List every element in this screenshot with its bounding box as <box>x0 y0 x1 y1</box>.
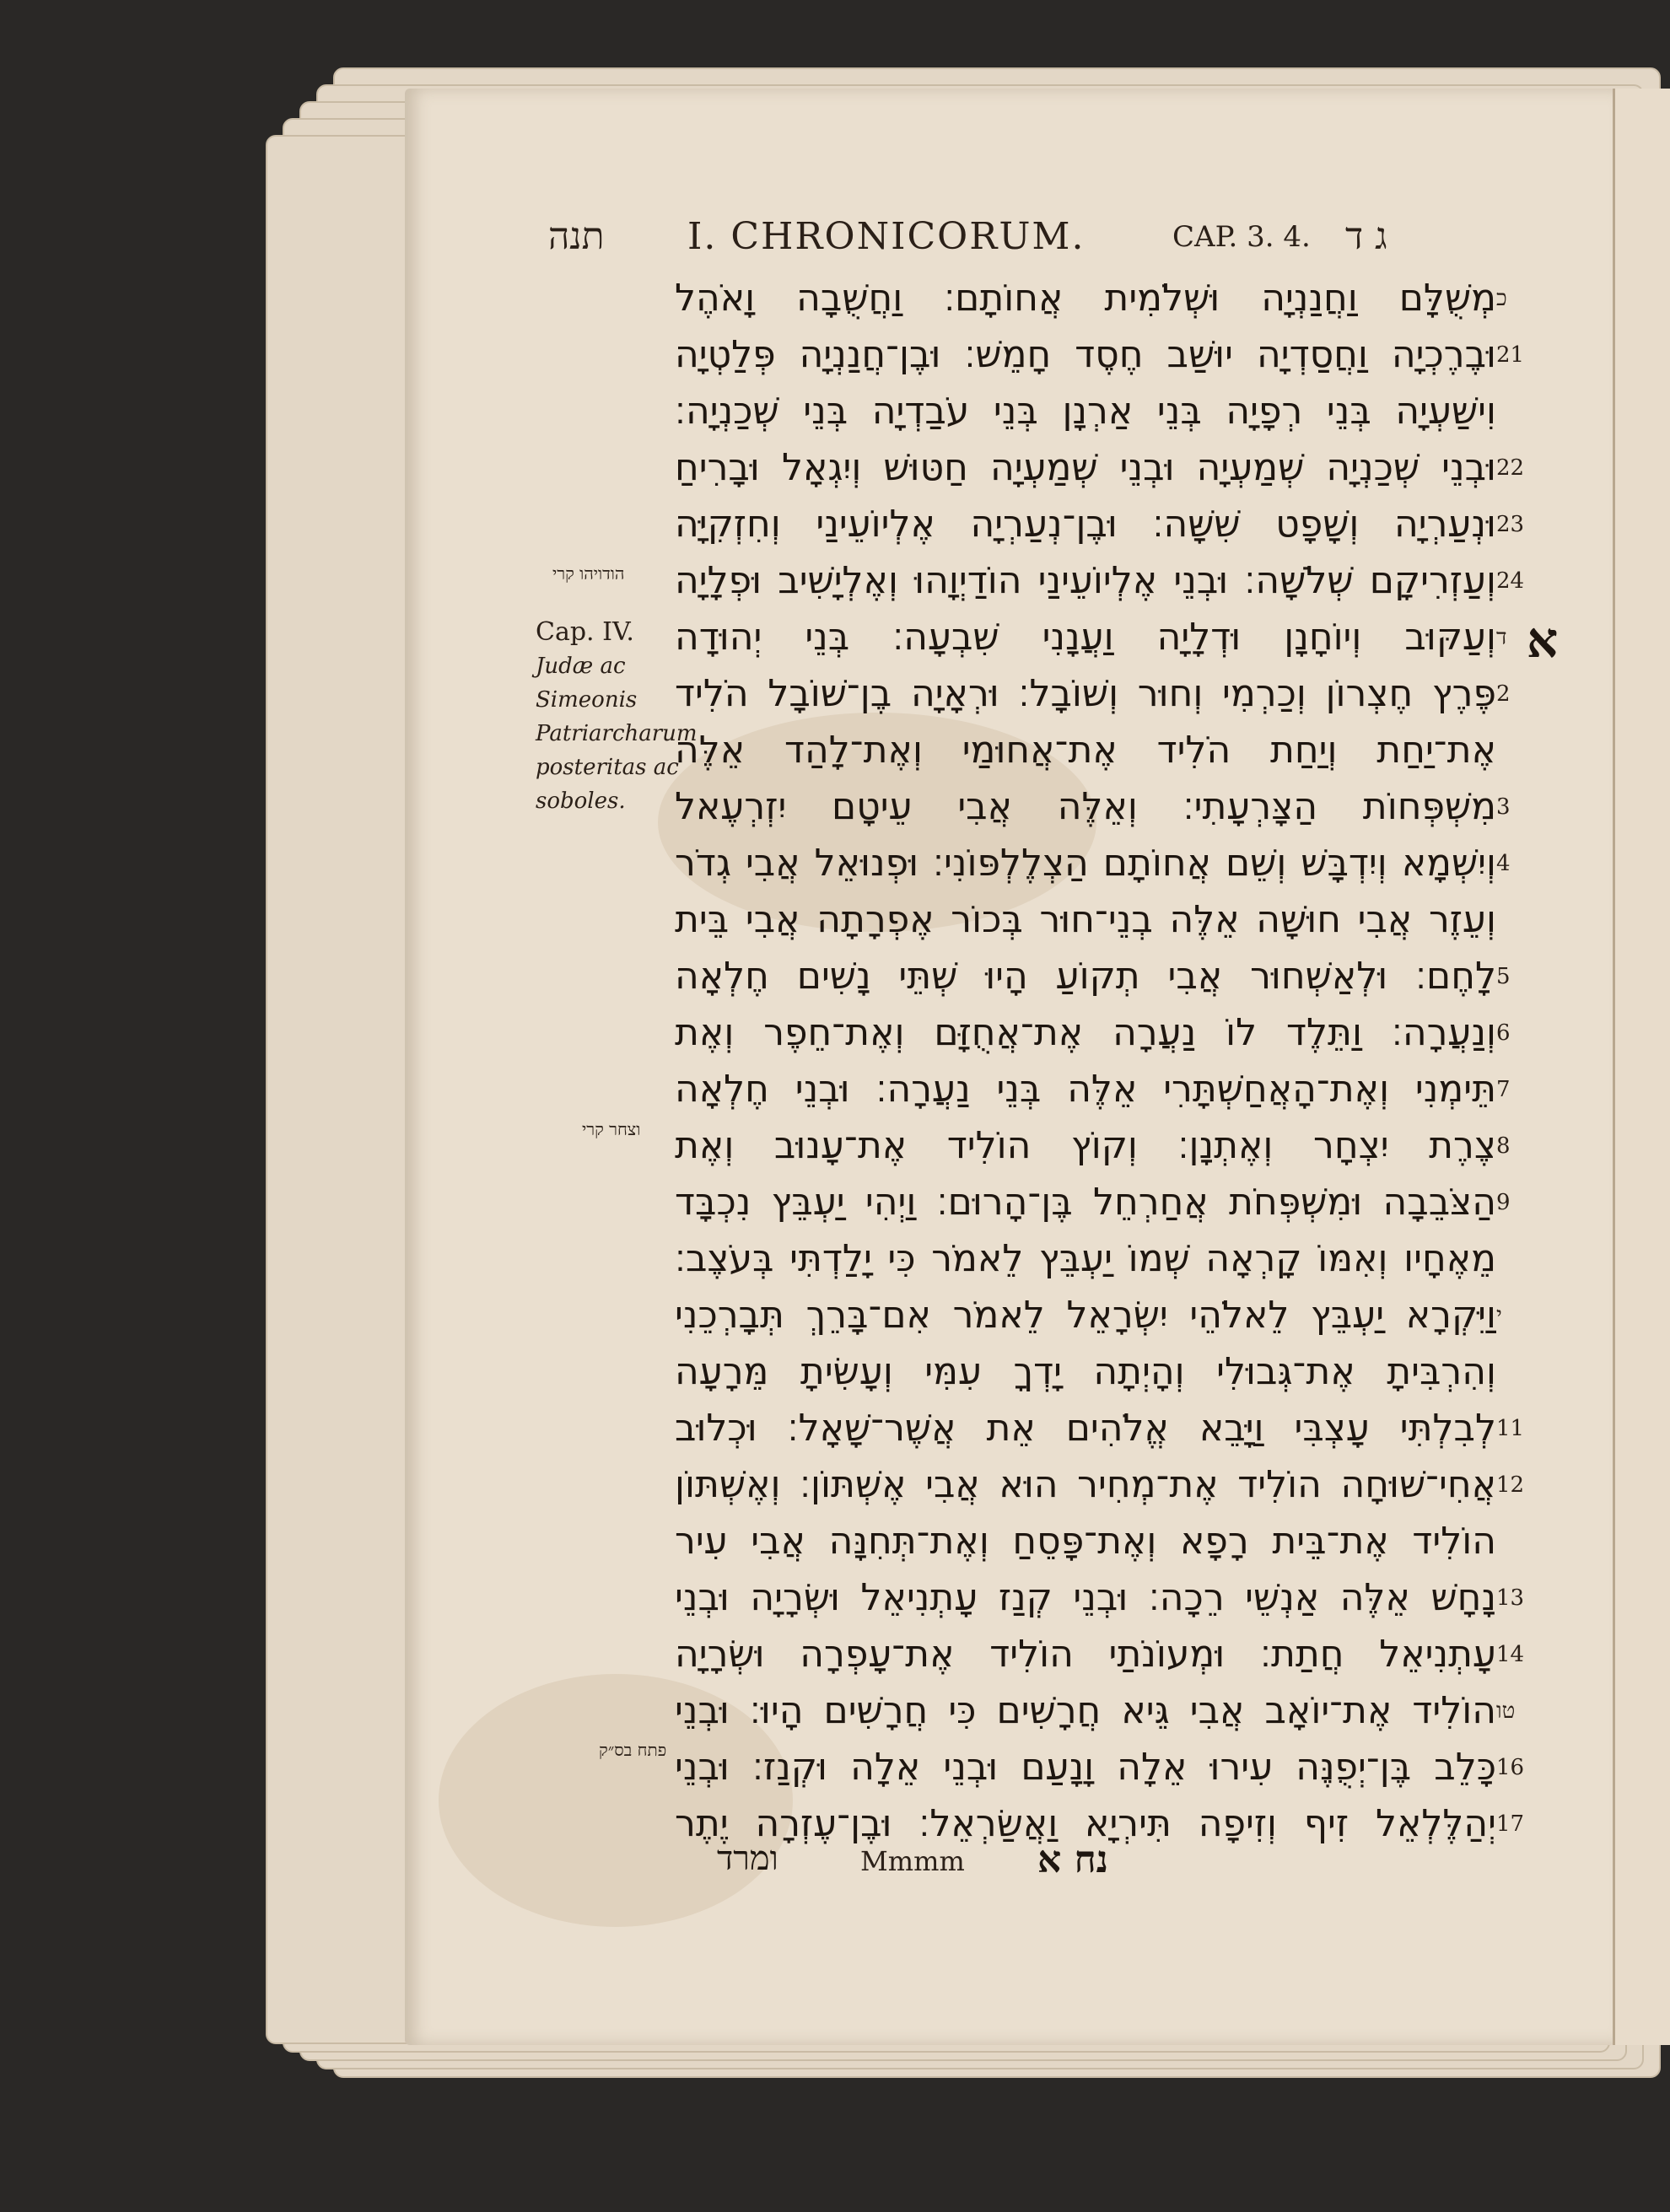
text-line <box>675 1739 1535 1795</box>
hebrew-line: הוֹלִיד אֶת־בֵּית רָפָא וְאֶת־פָּסֵחַ וְאֶת־תְּחִנָּה אֲבִי עִיר <box>675 1520 1496 1563</box>
hebrew-line: מֵאֶחָיו וְאִמּוֹ קָרְאָה שְׁמוֹ יַעְבֵּץ לֵאמֹר כִּי יָלַדְתִּי בְּעֹצֶב׃ <box>675 1237 1496 1280</box>
hebrew-line: וְעֵזֶר אֲבִי חוּשָׁה אֵלֶּה בְנֵי־חוּר בְּכוֹר אֶפְרָתָה אֲבִי בֵּית <box>675 898 1496 941</box>
text-line <box>675 1569 1535 1626</box>
text-line <box>675 1626 1535 1682</box>
hebrew-line: יְהַלֶּלְאֵל זִיף וְזִיפָה תִּירְיָא וַאֲשַׂרְאֵל׃ וּבֶן־עֶזְרָה יֶתֶר <box>675 1802 1496 1845</box>
header-chapter: CAP. 3. 4. <box>1172 220 1311 254</box>
qere-note: הודויהו קרי <box>552 563 625 584</box>
text-line <box>675 496 1535 552</box>
text-line <box>675 1287 1535 1343</box>
text-line <box>675 1682 1535 1739</box>
verse-number: 7 <box>1496 1076 1511 1102</box>
verse-number: 14 <box>1496 1641 1525 1667</box>
header-title: I. CHRONICORUM. <box>687 215 1086 258</box>
hebrew-signature: נח א <box>1037 1838 1108 1881</box>
page-footer <box>717 1838 1392 1889</box>
running-header <box>548 215 1442 266</box>
hebrew-line: וְעַזְרִיקָם שְׁלֹשָׁה׃ וּבְנֵי אֶלְיוֹעֵינַי הוֹדַיְוָהוּ וְאֶלְיָשִׁיב וּפְלָיָה <box>675 559 1496 602</box>
qere-note: פתח בס״ק <box>599 1740 667 1760</box>
verse-number: כ <box>1496 285 1507 311</box>
text-line <box>675 891 1535 948</box>
verse-number: 21 <box>1496 342 1525 368</box>
text-line <box>675 1456 1535 1513</box>
verse-number: 17 <box>1496 1811 1525 1837</box>
verse-number: 23 <box>1496 511 1525 537</box>
verse-number: 16 <box>1496 1754 1525 1780</box>
hebrew-line: וְעַקּוּב וְיוֹחָנָן וּדְלָיָה וַעֲנָנִי שִׁבְעָה׃ בְּנֵי יְהוּדָה <box>675 616 1496 659</box>
chapter-initial-letter: א <box>1527 611 1559 669</box>
text-line <box>675 1174 1535 1230</box>
verse-number: 11 <box>1496 1415 1525 1441</box>
text-line <box>675 1343 1535 1400</box>
verse-number: 3 <box>1496 794 1511 820</box>
margin-summary <box>536 616 698 818</box>
verse-number: ד <box>1496 624 1507 650</box>
text-line <box>675 1230 1535 1287</box>
text-line <box>675 326 1535 383</box>
hebrew-line: מִשְׁפְּחוֹת הַצָּרְעָתִי׃ וְאֵלֶּה אֲבִי עֵיטָם יִזְרְעֶאל <box>675 785 1496 828</box>
text-line <box>675 609 1535 665</box>
hebrew-line: נָחָשׁ אֵלֶּה אַנְשֵׁי רֵכָה׃ וּבְנֵי קְנַז עָתְנִיאֵל וּשְׂרָיָה וּבְנֵי <box>675 1576 1496 1619</box>
hebrew-line: לְבִלְתִּי עָצְבִּי וַיָּבֵא אֱלֹהִים אֵת אֲשֶׁר־שָׁאָל׃ וּכְלוּב <box>675 1407 1496 1450</box>
hebrew-line: מְשֻׁלָּם וַחֲנַנְיָה וּשְׁלֹמִית אֲחוֹתָם׃ וַחֲשֻׁבָה וָאֹהֶל <box>675 277 1496 320</box>
hebrew-line: וּבְנֵי שְׁכַנְיָה שְׁמַעְיָה וּבְנֵי שְׁמַעְיָה חַטּוּשׁ וְיִגְאָל וּבָרִיחַ <box>675 446 1496 489</box>
facing-page-edge <box>1613 89 1670 2045</box>
hebrew-line: וּבֶרֶכְיָה וַחֲסַדְיָה יוּשַׁב חֶסֶד חָמֵשׁ׃ וּבֶן־חֲנַנְיָה פְּלַטְיָה <box>675 333 1496 376</box>
hebrew-line: עָתְנִיאֵל חֲתַת׃ וּמְעוֹנֹתַי הוֹלִיד אֶת־עָפְרָה וּשְׂרָיָה <box>675 1633 1496 1676</box>
text-line <box>675 1117 1535 1174</box>
hebrew-line: הוֹלִיד אֶת־יוֹאָב אֲבִי גֵּיא חֲרָשִׁים כִּי חֲרָשִׁים הָיוּ׃ וּבְנֵי <box>675 1689 1496 1732</box>
text-line <box>675 1513 1535 1569</box>
text-line <box>675 439 1535 496</box>
hebrew-line: הַצֹּבֵבָה וּמִשְׁפְּחֹת אֲחַרְחֵל בֶּן־הָרוּם׃ וַיְהִי יַעְבֵּץ נִכְבָּד <box>675 1181 1496 1224</box>
text-line <box>675 552 1535 609</box>
hebrew-line: אֲחִי־שׁוּחָה הוֹלִיד אֶת־מְחִיר הוּא אֲבִי אֶשְׁתּוֹן׃ וְאֶשְׁתּוֹן <box>675 1463 1496 1506</box>
verse-number: 4 <box>1496 850 1511 876</box>
text-line <box>675 270 1535 326</box>
text-line <box>675 383 1535 439</box>
verse-number: טו <box>1496 1698 1516 1724</box>
verse-number: 22 <box>1496 455 1525 481</box>
signature-mark: Mmmm <box>860 1845 965 1877</box>
verse-number: 9 <box>1496 1189 1511 1215</box>
qere-note: וצחר קרי <box>582 1119 641 1139</box>
verse-number: 2 <box>1496 681 1511 707</box>
header-hebrew-chapters: ג ד <box>1345 215 1387 258</box>
header-hebrew-folio: תנה <box>548 215 605 258</box>
margin-summary-text: Judæ ac Simeonis Patriarcharum posteritas ac soboles. <box>536 654 698 814</box>
hebrew-line: וְנַעֲרָה׃ וַתֵּלֶד לוֹ נַעֲרָה אֶת־אֲחֻזָּם וְאֶת־חֵפֶר וְאֶת <box>675 1011 1496 1054</box>
hebrew-line: וִישַׁעְיָה בְּנֵי רְפָיָה בְּנֵי אַרְנָן בְּנֵי עֹבַדְיָה בְּנֵי שְׁכַנְיָה׃ <box>675 390 1496 433</box>
text-line <box>675 1061 1535 1117</box>
text-line <box>675 1004 1535 1061</box>
margin-chapter-label: Cap. IV. <box>536 617 634 647</box>
hebrew-line: לָחֶם׃ וּלְאַשְׁחוּר אֲבִי תְקוֹעַ הָיוּ שְׁתֵּי נָשִׁים חֶלְאָה <box>675 955 1496 998</box>
hebrew-line: וַיִּקְרָא יַעְבֵּץ לֵאלֹהֵי יִשְׂרָאֵל לֵאמֹר אִם־בָּרֵךְ תְּבָרְכֵנִי <box>675 1294 1496 1337</box>
verse-number: י <box>1496 1302 1502 1328</box>
text-line <box>675 722 1535 778</box>
verse-number: 12 <box>1496 1472 1525 1498</box>
text-line <box>675 665 1535 722</box>
verse-number: 13 <box>1496 1585 1525 1611</box>
verse-number: 5 <box>1496 963 1511 989</box>
hebrew-line: צֶרֶת יִצְחָר וְאֶתְנָן׃ וְקוֹץ הוֹלִיד אֶת־עָנוּב וְאֶת <box>675 1124 1496 1167</box>
hebrew-line: פֶּרֶץ חֶצְרוֹן וְכַרְמִי וְחוּר וְשׁוֹבָל׃ וּרְאָיָה בֶן־שׁוֹבָל הֹלִיד <box>675 672 1496 715</box>
hebrew-text-block <box>675 270 1535 1852</box>
catchword: ומרד <box>717 1839 778 1878</box>
text-line <box>675 948 1535 1004</box>
hebrew-line: וְיִשְׁמָא וְיִדְבָּשׁ וְשֵׁם אֲחוֹתָם הַצְלֶלְפּוֹנִי׃ וּפְנוּאֵל אֲבִי גְדֹר <box>675 842 1496 885</box>
text-line <box>675 1400 1535 1456</box>
hebrew-line: תֵּימְנִי וְאֶת־הָאֲחַשְׁתָּרִי אֵלֶּה בְּנֵי נַעֲרָה׃ וּבְנֵי חֶלְאָה <box>675 1068 1496 1111</box>
hebrew-line: וּנְעַרְיָה וְשָׁפָט שִׁשָּׁה׃ וּבֶן־נְעַרְיָה אֶלְיוֹעֵינַי וְחִזְקִיָּה <box>675 503 1496 546</box>
text-line <box>675 778 1535 835</box>
hebrew-line: כָּלֵב בֶּן־יְפֻנֶּה עִירוּ אֵלָה וָנָעַם וּבְנֵי אֵלָה וּקְנַז׃ וּבְנֵי <box>675 1746 1496 1789</box>
verse-number: 6 <box>1496 1020 1511 1046</box>
text-line <box>675 835 1535 891</box>
verse-number: 8 <box>1496 1133 1511 1159</box>
hebrew-line: אֶת־יַחַת וְיַחַת הֹלִיד אֶת־אֲחוּמַי וְאֶת־לָהַד אֵלֶּה <box>675 729 1496 772</box>
hebrew-line: וְהִרְבִּיתָ אֶת־גְּבוּלִי וְהָיְתָה יָדְךָ עִמִּי וְעָשִׂיתָ מֵּרָעָה <box>675 1350 1496 1393</box>
verse-number: 24 <box>1496 568 1525 594</box>
